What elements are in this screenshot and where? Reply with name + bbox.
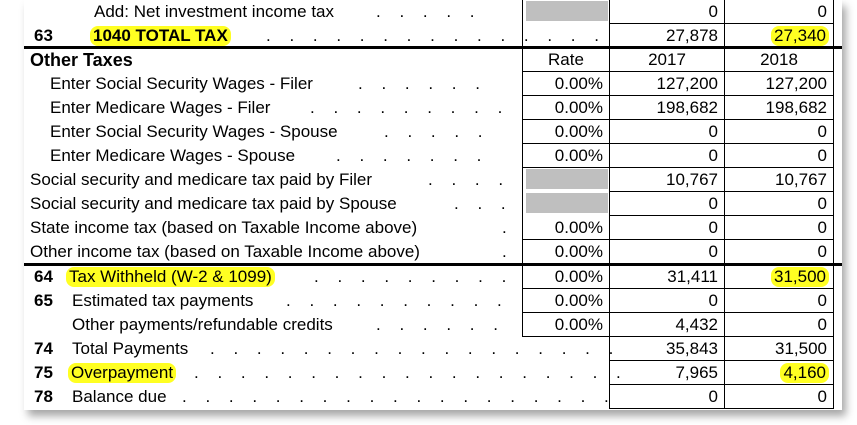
grey-cell — [526, 169, 608, 189]
line-number: 64 — [34, 267, 53, 286]
value-2018[interactable]: 31,500 — [724, 265, 834, 289]
value-2017[interactable]: 127,200 — [609, 72, 724, 96]
rate-input[interactable]: 0.00% — [522, 216, 609, 240]
value-2018[interactable]: 0 — [724, 385, 834, 409]
value-2017[interactable]: 198,682 — [609, 96, 724, 120]
value-2017[interactable]: 0 — [609, 216, 724, 240]
row-label: Enter Medicare Wages - Filer — [50, 98, 271, 117]
row-ss-medicare-paid-spouse — [24, 192, 842, 216]
row-ss-wages-filer — [24, 72, 842, 96]
value-2017[interactable]: 27,878 — [609, 24, 724, 48]
value-2018[interactable]: 31,500 — [724, 337, 834, 361]
rate-input[interactable]: 0.00% — [522, 313, 609, 337]
year-2017-header: 2017 — [648, 50, 686, 69]
value-2018[interactable]: 0 — [724, 144, 834, 168]
row-label: Balance due — [72, 387, 167, 406]
leader-dots: . . . . . . . — [336, 146, 489, 165]
value-2018[interactable]: 0 — [724, 120, 834, 144]
row-ss-medicare-paid-filer — [24, 168, 842, 192]
value-2017[interactable]: 0 — [609, 385, 724, 409]
line-number: 74 — [34, 339, 53, 358]
row-label: 1040 TOTAL TAX — [90, 26, 231, 46]
row-label: Social security and medicare tax paid by Spouse — [30, 194, 397, 213]
row-label: Overpayment — [68, 363, 176, 383]
row-label: Enter Social Security Wages - Filer — [50, 74, 313, 93]
leader-dots: . — [502, 218, 514, 237]
line-number: 75 — [34, 363, 53, 382]
rate-header: Rate — [548, 50, 584, 69]
section-title: Other Taxes — [30, 50, 133, 70]
row-overpayment — [24, 361, 842, 385]
value-2018[interactable]: 0 — [724, 289, 834, 313]
row-label: Enter Medicare Wages - Spouse — [50, 146, 296, 165]
value-2017[interactable]: 0 — [609, 192, 724, 216]
leader-dots: . . . . . . . . . . . . . . . . . . . — [182, 387, 616, 406]
leader-dots: . . . . . . . . . . — [286, 291, 509, 310]
value-2018[interactable]: 0 — [724, 240, 834, 264]
row-label: Enter Social Security Wages - Spouse — [50, 122, 338, 141]
leader-dots: . . . . . . . . . . . . . . . . . . . — [194, 363, 628, 382]
leader-dots: . . . . . — [384, 122, 490, 141]
leader-dots: . . . . . . . . . . . . . . . . . . — [210, 339, 621, 358]
value-2017[interactable]: 4,432 — [609, 313, 724, 337]
row-label: Tax Withheld (W-2 & 1099) — [66, 267, 275, 287]
rate-input[interactable]: 0.00% — [522, 96, 609, 120]
rate-input[interactable]: 0.00% — [522, 240, 609, 264]
value-2018[interactable]: 0 — [724, 0, 834, 24]
row-total-payments — [24, 337, 842, 361]
value-2018[interactable]: 0 — [724, 313, 834, 337]
grey-cell — [526, 193, 608, 213]
value-2017[interactable]: 0 — [609, 144, 724, 168]
leader-dots: . . . . . . — [358, 74, 487, 93]
leader-dots: . . . . . . — [376, 315, 505, 334]
row-net-investment-income-tax — [24, 0, 842, 24]
value-2017[interactable]: 31,411 — [609, 265, 724, 289]
value-2018[interactable]: 198,682 — [724, 96, 834, 120]
value-2017[interactable]: 7,965 — [609, 361, 724, 385]
year-2018-header: 2018 — [760, 50, 798, 69]
rate-input[interactable]: 0.00% — [522, 72, 609, 96]
value-2017[interactable]: 0 — [609, 289, 724, 313]
value-2018[interactable]: 4,160 — [724, 361, 834, 385]
section-header — [24, 48, 842, 72]
row-estimated-tax-payments — [24, 289, 842, 313]
row-total-tax — [24, 24, 842, 48]
row-label: Total Payments — [72, 339, 189, 358]
tax-worksheet — [24, 0, 842, 410]
leader-dots: . — [502, 242, 514, 261]
grey-cell — [526, 1, 608, 21]
leader-dots: . . . . — [428, 170, 511, 189]
line-number: 63 — [34, 26, 53, 45]
row-label: Add: Net investment income tax — [94, 2, 335, 21]
line-number: 78 — [34, 387, 53, 406]
leader-dots: . . . . . — [376, 2, 482, 21]
leader-dots: . . . . . . . . . . . . . . . — [266, 26, 606, 45]
leader-dots: . . . . . . . . . — [314, 267, 514, 286]
value-2017[interactable]: 0 — [609, 120, 724, 144]
value-2017[interactable]: 35,843 — [609, 337, 724, 361]
leader-dots: . . . . . . . . . — [310, 98, 510, 117]
row-ss-wages-spouse — [24, 120, 842, 144]
row-label: State income tax (based on Taxable Income above) — [30, 218, 418, 237]
row-label: Other income tax (based on Taxable Income above) — [30, 242, 420, 261]
row-medicare-wages-filer — [24, 96, 842, 120]
value-2018[interactable]: 0 — [724, 216, 834, 240]
row-tax-withheld — [24, 265, 842, 289]
row-other-income-tax — [24, 240, 842, 264]
value-2017[interactable]: 0 — [609, 0, 724, 24]
rate-input[interactable]: 0.00% — [522, 289, 609, 313]
value-2017[interactable]: 0 — [609, 240, 724, 264]
value-2017[interactable]: 10,767 — [609, 168, 724, 192]
value-2018[interactable]: 27,340 — [724, 24, 834, 48]
row-label: Other payments/refundable credits — [72, 315, 333, 334]
rate-input[interactable]: 0.00% — [522, 265, 609, 289]
row-medicare-wages-spouse — [24, 144, 842, 168]
row-state-income-tax — [24, 216, 842, 240]
rate-input[interactable]: 0.00% — [522, 144, 609, 168]
row-label: Social security and medicare tax paid by Filer — [30, 170, 373, 189]
row-other-payments — [24, 313, 842, 337]
value-2018[interactable]: 127,200 — [724, 72, 834, 96]
rate-input[interactable]: 0.00% — [522, 120, 609, 144]
row-label: Estimated tax payments — [72, 291, 254, 310]
value-2018[interactable]: 0 — [724, 192, 834, 216]
row-balance-due — [24, 385, 842, 409]
leader-dots: . . . — [454, 194, 513, 213]
line-number: 65 — [34, 291, 53, 310]
value-2018[interactable]: 10,767 — [724, 168, 834, 192]
